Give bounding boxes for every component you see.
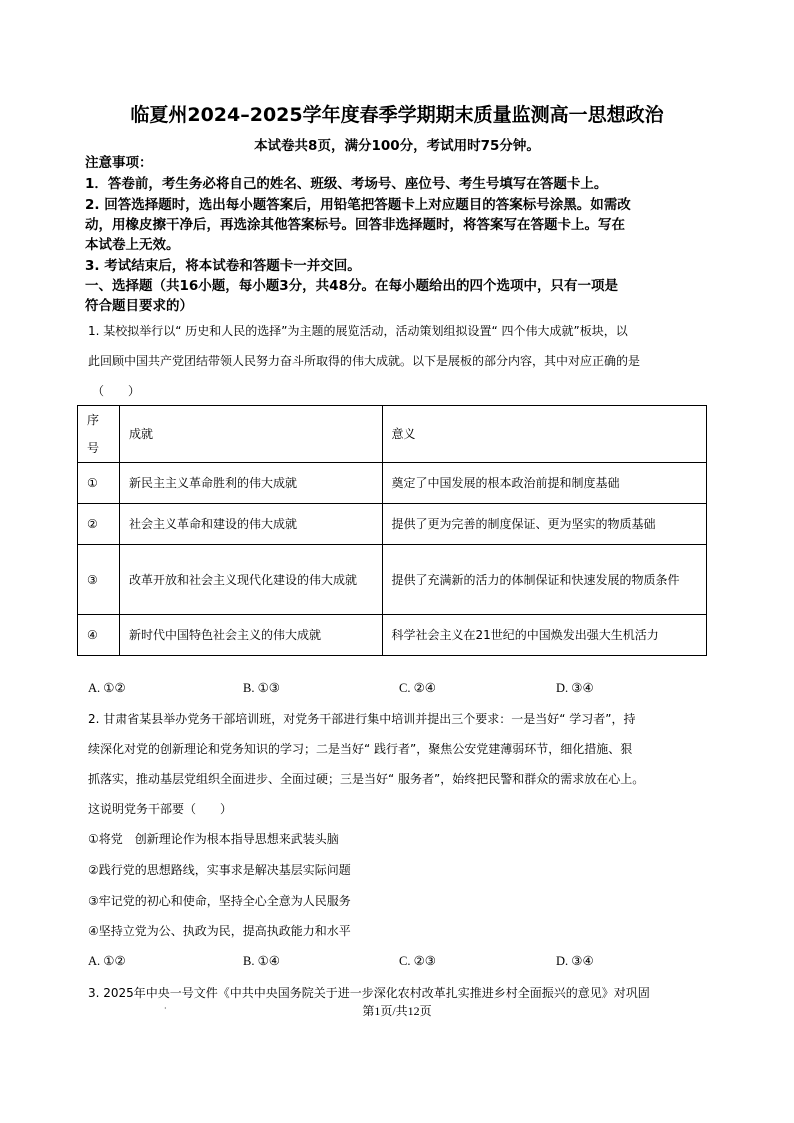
- section-heading-line-1: 一、选择题（共16小题，每小题3分，共48分。在每小题给出的四个选项中，只有一项是: [85, 278, 618, 294]
- q2-option-d: D. ③④: [556, 954, 594, 968]
- q1-stem-line-1: 1. 某校拟举行以“ 历史和人民的选择”为主题的展览活动，活动策划组拟设置“ 四个伟大成就”板块，以: [88, 324, 628, 338]
- notice-item-2-line-1: 2. 回答选择题时，选出每小题答案后，用铅笔把答题卡上对应题目的答案标号涂黑。如需改: [85, 197, 631, 213]
- q2-stem-line-3: 抓落实，推动基层党组织全面进步、全面过硬；三是当好“ 服务者”，始终把民警和群众的需求放在心上。: [88, 772, 645, 786]
- table-cell: 新民主主义革命胜利的伟大成就: [119, 463, 382, 504]
- notice-item-3: 3. 考试结束后，将本试卷和答题卡一并交回。: [85, 258, 361, 274]
- table-cell: 新时代中国特色社会主义的伟大成就: [119, 615, 382, 656]
- table-cell: 改革开放和社会主义现代化建设的伟大成就: [119, 545, 382, 615]
- table-cell: 社会主义革命和建设的伟大成就: [119, 504, 382, 545]
- q1-option-a: A. ①②: [88, 681, 126, 695]
- table-cell: 奠定了中国发展的根本政治前提和制度基础: [382, 463, 706, 504]
- q3-stem-line-1: 3. 2025年中央一号文件《中共中央国务院关于进一步深化农村改革扎实推进乡村全面振兴的意见》对巩固: [88, 986, 650, 1000]
- table-header-row: [78, 406, 707, 463]
- q2-stem-line-4: 这说明党务干部要（ ）: [88, 802, 233, 816]
- achievements-table: [77, 405, 707, 656]
- section-heading-line-2: 符合题目要求的）: [85, 298, 193, 314]
- notice-item-1: 1．答卷前，考生务必将自己的姓名、班级、考场号、座位号、考生号填写在答题卡上。: [85, 176, 608, 192]
- table-row: [78, 615, 707, 656]
- notice-item-2-line-2: 动，用橡皮擦干净后，再选涂其他答案标号。回答非选择题时，将答案写在答题卡上。写在: [85, 217, 625, 233]
- notice-heading: 注意事项：: [85, 155, 153, 171]
- q1-option-d: D. ③④: [556, 681, 594, 695]
- q2-option-c: C. ②③: [399, 954, 436, 968]
- q2-stem-line-1: 2. 甘肃省某县举办党务干部培训班，对党务干部进行集中培训并提出三个要求：一是当好“ 学习者”，持: [88, 712, 636, 726]
- q2-statement-2: ②践行党的思想路线，实事求是解决基层实际问题: [88, 863, 351, 877]
- table-header-cell: 意义: [382, 406, 706, 463]
- table-row: [78, 504, 707, 545]
- table-header-cell: 序号: [78, 406, 120, 463]
- table-row: [78, 545, 707, 615]
- q2-stem-line-2: 续深化对党的创新理论和党务知识的学习；二是当好“ 践行者”，聚焦公安党建薄弱环节，细化措施、狠: [88, 742, 633, 756]
- table-cell: 提供了充满新的活力的体制保证和快速发展的物质条件: [382, 545, 706, 615]
- table-cell: ②: [78, 504, 120, 545]
- notice-item-2-line-3: 本试卷上无效。: [85, 237, 180, 253]
- table-row: [78, 463, 707, 504]
- table-cell: ③: [78, 545, 120, 615]
- table-cell: 提供了更为完善的制度保证、更为坚实的物质基础: [382, 504, 706, 545]
- stray-dot: ·: [164, 1004, 167, 1013]
- q2-option-b: B. ①④: [243, 954, 280, 968]
- exam-title: 临夏州2024–2025学年度春季学期期末质量监测高一思想政治: [130, 104, 664, 126]
- q1-option-b: B. ①③: [243, 681, 280, 695]
- table-header-cell: 成就: [119, 406, 382, 463]
- table-cell: 科学社会主义在21世纪的中国焕发出强大生机活力: [382, 615, 706, 656]
- table-cell: ④: [78, 615, 120, 656]
- q1-option-c: C. ②④: [399, 681, 436, 695]
- table-cell: ①: [78, 463, 120, 504]
- exam-subtitle: 本试卷共8页，满分100分，考试用时75分钟。: [254, 138, 540, 154]
- q1-answer-blank: （ ）: [92, 384, 141, 398]
- q2-statement-1: ①将党 创新理论作为根本指导思想来武装头脑: [88, 832, 339, 846]
- q2-statement-3: ③牢记党的初心和使命，坚持全心全意为人民服务: [88, 894, 351, 908]
- q2-option-a: A. ①②: [88, 954, 126, 968]
- q2-statement-4: ④坚持立党为公、执政为民，提高执政能力和水平: [88, 924, 351, 938]
- q1-stem-line-2: 此回顾中国共产党团结带领人民努力奋斗所取得的伟大成就。以下是展板的部分内容，其中对应正确的是: [88, 354, 641, 368]
- page-footer: 第1页/共12页: [362, 1004, 432, 1018]
